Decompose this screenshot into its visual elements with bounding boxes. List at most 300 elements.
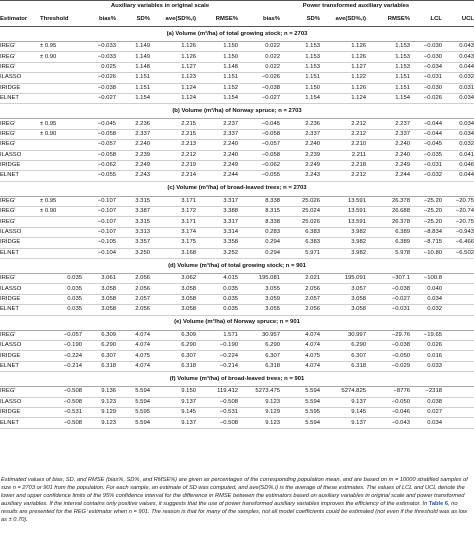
estimator-cell: IREGⁱ xyxy=(0,42,40,52)
table-cell: −0.214 xyxy=(196,361,238,371)
table-cell: 2.249 xyxy=(366,160,410,170)
table-cell: −0.190 xyxy=(196,340,238,350)
table-cell: −0.104 xyxy=(82,248,116,258)
table-cell: 1.153 xyxy=(366,42,410,52)
table-cell: 3.357 xyxy=(116,238,150,248)
table-cell xyxy=(40,160,82,170)
table-cell: 3.315 xyxy=(116,217,150,227)
table-cell: 0.034 xyxy=(410,294,442,304)
section-title: (f) Volume (m³/ha) of broad-leaved trees; n = 901 xyxy=(0,372,474,387)
table-cell: 6.307 xyxy=(238,351,280,361)
table-row xyxy=(0,171,474,181)
table-cell: 9.123 xyxy=(238,418,280,428)
table-row xyxy=(0,330,474,340)
table-cell: 5.594 xyxy=(280,387,320,397)
table-cell: 2.056 xyxy=(116,305,150,315)
table-row xyxy=(0,387,474,397)
table-cell: 2.244 xyxy=(366,171,410,181)
table-cell: 3.057 xyxy=(320,284,366,294)
table-cell xyxy=(442,284,474,294)
table-cell: 3.055 xyxy=(238,284,280,294)
table-row xyxy=(0,340,474,350)
table-cell: 6.389 xyxy=(366,227,410,237)
estimator-cell: IREGⁱ xyxy=(0,119,40,129)
table-cell: 3.982 xyxy=(320,238,366,248)
table-cell: 0.031 xyxy=(442,83,474,93)
table-row xyxy=(0,294,474,304)
table-cell: 1.154 xyxy=(196,93,238,103)
table-cell xyxy=(442,305,474,315)
table-cell: −0.034 xyxy=(410,62,442,72)
table-cell: 2.237 xyxy=(196,119,238,129)
table-row xyxy=(0,418,474,428)
table-cell: 1.124 xyxy=(150,83,196,93)
table-cell: 195.081 xyxy=(238,274,280,284)
table-6-link[interactable]: Table 6 xyxy=(428,500,449,507)
table-cell xyxy=(40,238,82,248)
table-cell: 1.153 xyxy=(366,52,410,62)
table-cell: 3.058 xyxy=(150,294,196,304)
table-cell: 3.314 xyxy=(196,227,238,237)
table-cell: 2.239 xyxy=(116,150,150,160)
table-cell: 2.211 xyxy=(320,150,366,160)
section-header-row xyxy=(0,104,474,119)
table-row xyxy=(0,305,474,315)
table-cell: 1.151 xyxy=(196,73,238,83)
table-cell xyxy=(442,274,474,284)
table-cell: 6.383 xyxy=(280,238,320,248)
table-cell: ± 0.95 xyxy=(40,119,82,129)
table-cell xyxy=(442,407,474,417)
table-cell: 5.594 xyxy=(116,387,150,397)
table-cell: −0.057 xyxy=(40,330,82,340)
estimator-cell: IREGⁱ xyxy=(0,196,40,206)
estimator-cell: ELNET xyxy=(0,93,40,103)
table-cell: 2.337 xyxy=(196,129,238,139)
table-cell: −0.107 xyxy=(82,227,116,237)
table-cell: 6.318 xyxy=(82,361,116,371)
estimator-cell: ILASSO xyxy=(0,397,40,407)
table-cell: −307.1 xyxy=(366,274,410,284)
table-cell: −0.508 xyxy=(40,418,82,428)
estimator-cell: ILASSO xyxy=(0,227,40,237)
section-title: (c) Volume (m³/ha) of broad-leaved trees; n = 2703 xyxy=(0,181,474,196)
estimator-cell: ELNET xyxy=(0,305,40,315)
table-cell: −0.027 xyxy=(82,93,116,103)
table-cell: 0.027 xyxy=(410,407,442,417)
table-cell: 0.035 xyxy=(196,284,238,294)
table-cell: −0.033 xyxy=(82,42,116,52)
table-row xyxy=(0,397,474,407)
table-cell: ± 0.95 xyxy=(40,42,82,52)
table-cell: −0.508 xyxy=(196,397,238,407)
table-cell: 2.056 xyxy=(116,274,150,284)
table-cell: 1.154 xyxy=(366,93,410,103)
estimator-cell: IREGⁱ xyxy=(0,217,40,227)
table-cell: 1.152 xyxy=(196,83,238,93)
table-cell: 1.148 xyxy=(196,62,238,72)
table-cell: 6.290 xyxy=(82,340,116,350)
table-cell: 25.026 xyxy=(280,196,320,206)
estimator-cell: IRIDGE xyxy=(0,238,40,248)
table-cell: −0.031 xyxy=(410,160,442,170)
table-cell: 2.056 xyxy=(116,284,150,294)
table-cell: 1.154 xyxy=(116,93,150,103)
table-cell: −19.65 xyxy=(410,330,442,340)
table-cell: −0.190 xyxy=(40,340,82,350)
table-row xyxy=(0,62,474,72)
table-cell: 6.290 xyxy=(238,340,280,350)
table-cell xyxy=(442,330,474,340)
table-cell: 0.026 xyxy=(410,340,442,350)
table-cell: 2.057 xyxy=(116,294,150,304)
table-cell: −0.058 xyxy=(238,129,280,139)
table-cell: 0.035 xyxy=(40,294,82,304)
table-cell: 3.168 xyxy=(150,248,196,258)
estimator-cell: ILASSO xyxy=(0,284,40,294)
table-cell: 2.210 xyxy=(320,140,366,150)
table-cell: 2.237 xyxy=(366,119,410,129)
table-cell: 3.058 xyxy=(82,305,116,315)
section-title: (d) Volume (m³/ha) of total growing stock; n = 901 xyxy=(0,259,474,274)
table-cell: 9.137 xyxy=(320,397,366,407)
table-cell: 26.688 xyxy=(366,207,410,217)
table-cell: −0.058 xyxy=(82,129,116,139)
estimator-cell: ILASSO xyxy=(0,340,40,350)
column-header: RMSE% xyxy=(366,12,410,27)
table-cell: −0.050 xyxy=(366,397,410,407)
estimator-cell: IREGⁱ xyxy=(0,330,40,340)
table-cell: 4.075 xyxy=(116,351,150,361)
table-cell: −6.466 xyxy=(442,238,474,248)
table-cell: −0.058 xyxy=(238,150,280,160)
section-header-row xyxy=(0,315,474,330)
table-cell: −0.531 xyxy=(196,407,238,417)
table-cell: 1.153 xyxy=(366,62,410,72)
table-cell: 9.145 xyxy=(150,407,196,417)
table-cell: 6.383 xyxy=(280,227,320,237)
table-cell: 3.174 xyxy=(150,227,196,237)
table-row xyxy=(0,238,474,248)
column-header: Estimator xyxy=(0,12,40,27)
table-cell: 1.153 xyxy=(280,62,320,72)
table-cell: 1.150 xyxy=(196,42,238,52)
estimator-cell: IREGⁱ xyxy=(0,62,40,72)
estimator-cell: IRIDGE xyxy=(0,83,40,93)
estimator-cell: IREGⁱ xyxy=(0,129,40,139)
table-cell: 2.244 xyxy=(196,171,238,181)
table-cell: −0.029 xyxy=(366,361,410,371)
table-cell: 26.378 xyxy=(366,217,410,227)
table-cell: 2.337 xyxy=(366,129,410,139)
table-cell: 9.123 xyxy=(82,418,116,428)
table-cell: 3.058 xyxy=(82,294,116,304)
table-cell: 3.317 xyxy=(196,217,238,227)
table-cell xyxy=(442,418,474,428)
estimator-cell: ELNET xyxy=(0,248,40,258)
table-cell: 3.252 xyxy=(196,248,238,258)
table-row xyxy=(0,150,474,160)
table-cell xyxy=(40,150,82,160)
table-cell: 2.337 xyxy=(116,129,150,139)
table-row xyxy=(0,407,474,417)
table-cell: 2.240 xyxy=(366,150,410,160)
table-cell: 2.214 xyxy=(150,171,196,181)
table-cell xyxy=(442,340,474,350)
table-cell: −2318 xyxy=(410,387,442,397)
table-cell: 0.035 xyxy=(40,305,82,315)
table-cell: 6.318 xyxy=(238,361,280,371)
column-header: RMSE% xyxy=(196,12,238,27)
table-cell: 4.074 xyxy=(280,340,320,350)
table-cell: 0.294 xyxy=(238,248,280,258)
table-cell: 0.283 xyxy=(238,227,280,237)
table-cell: 4.074 xyxy=(280,330,320,340)
estimator-cell: IREGⁱ xyxy=(0,274,40,284)
table-cell: −0.038 xyxy=(366,284,410,294)
table-cell: 13.591 xyxy=(320,207,366,217)
table-cell: 9.137 xyxy=(320,418,366,428)
table-row xyxy=(0,83,474,93)
table-cell: 3.062 xyxy=(150,274,196,284)
table-cell: 0.044 xyxy=(442,171,474,181)
table-cell: 5.978 xyxy=(366,248,410,258)
estimator-cell: ELNET xyxy=(0,171,40,181)
group-header-original: Auxiliary variables in original scale xyxy=(110,3,210,9)
table-cell: 2.212 xyxy=(320,129,366,139)
table-cell xyxy=(442,361,474,371)
table-cell: 2.240 xyxy=(116,140,150,150)
table-cell: 2.213 xyxy=(150,140,196,150)
table-cell: 4.074 xyxy=(280,361,320,371)
section-header-row xyxy=(0,372,474,387)
table-cell: 2.218 xyxy=(320,160,366,170)
table-cell: ± 0.90 xyxy=(40,207,82,217)
table-cell: 6.290 xyxy=(150,340,196,350)
table-cell: 2.056 xyxy=(280,284,320,294)
table-cell: 5.594 xyxy=(280,418,320,428)
table-cell: 0.022 xyxy=(238,62,280,72)
table-cell: 5.594 xyxy=(116,397,150,407)
table-cell: −0.943 xyxy=(442,227,474,237)
table-cell: 8.338 xyxy=(238,217,280,227)
table-cell: 1.126 xyxy=(320,42,366,52)
table-cell: −8.834 xyxy=(410,227,442,237)
table-cell: −0.030 xyxy=(410,52,442,62)
table-cell: 2.243 xyxy=(116,171,150,181)
table-cell: −0.044 xyxy=(410,119,442,129)
column-header: SD% xyxy=(116,12,150,27)
table-cell: 2.212 xyxy=(320,119,366,129)
column-header: ave(SD%,i) xyxy=(320,12,366,27)
table-cell: 0.038 xyxy=(410,397,442,407)
table-cell: −6.502 xyxy=(442,248,474,258)
table-cell: 3.061 xyxy=(82,274,116,284)
table-cell: 0.043 xyxy=(442,42,474,52)
table-cell: 25.024 xyxy=(280,207,320,217)
column-header: bias% xyxy=(238,12,280,27)
table-cell: 2.240 xyxy=(196,150,238,160)
table-cell: −0.107 xyxy=(82,217,116,227)
table-cell: −0.057 xyxy=(238,140,280,150)
table-cell: 2.056 xyxy=(280,305,320,315)
table-row xyxy=(0,196,474,206)
table-cell: 3.058 xyxy=(82,284,116,294)
table-cell: 5.594 xyxy=(280,397,320,407)
table-cell: 0.025 xyxy=(82,62,116,72)
table-cell: 1.123 xyxy=(150,73,196,83)
table-cell: −0.044 xyxy=(410,129,442,139)
table-cell: 6.290 xyxy=(320,340,366,350)
table-body xyxy=(0,27,474,429)
table-cell: 6.389 xyxy=(366,238,410,248)
column-header: bias% xyxy=(82,12,116,27)
table-cell xyxy=(40,217,82,227)
table-cell: 3.171 xyxy=(150,196,196,206)
table-row xyxy=(0,361,474,371)
table-cell: −0.026 xyxy=(238,73,280,83)
table-cell xyxy=(40,248,82,258)
table-footnote xyxy=(1,477,473,524)
table-cell: 3.387 xyxy=(116,207,150,217)
table-cell: 2.240 xyxy=(196,140,238,150)
table-cell: 6.307 xyxy=(150,351,196,361)
table-cell: 1.122 xyxy=(320,73,366,83)
table-cell: −0.057 xyxy=(82,140,116,150)
table-cell: 9.145 xyxy=(320,407,366,417)
section-title: (b) Volume (m³/ha) of Norway spruce; n = 2703 xyxy=(0,104,474,119)
table-cell: 3.058 xyxy=(320,305,366,315)
table-cell: −0.043 xyxy=(366,418,410,428)
table-cell: 0.041 xyxy=(442,150,474,160)
table-row xyxy=(0,274,474,284)
column-header: UCL xyxy=(442,12,474,27)
table-cell: −0.508 xyxy=(196,418,238,428)
table-cell: −0.046 xyxy=(366,407,410,417)
table-cell: 5274.825 xyxy=(320,387,366,397)
column-header: SD% xyxy=(280,12,320,27)
table-cell: 3.388 xyxy=(196,207,238,217)
table-cell: ± 0.95 xyxy=(40,196,82,206)
table-cell: 1.151 xyxy=(116,83,150,93)
table-row xyxy=(0,52,474,62)
table-cell: 0.022 xyxy=(238,52,280,62)
table-cell: −0.062 xyxy=(238,160,280,170)
estimator-cell: ELNET xyxy=(0,361,40,371)
table-cell: 1.151 xyxy=(366,73,410,83)
table-cell: 0.034 xyxy=(442,129,474,139)
table-cell xyxy=(40,227,82,237)
table-row xyxy=(0,284,474,294)
table-cell: −0.030 xyxy=(410,42,442,52)
table-cell: −0.033 xyxy=(82,52,116,62)
table-cell: 0.022 xyxy=(238,42,280,52)
table-cell: −0.062 xyxy=(82,160,116,170)
table-cell: −29.76 xyxy=(366,330,410,340)
footnote-text-2: , no results are presented for the REGⁱ estimator when n = 901. The reason is that for many of the samples, not all model coefficients could be estimated (not even if the threshold was as low as ± 0.70). xyxy=(1,500,468,523)
table-cell: 30.957 xyxy=(238,330,280,340)
estimator-cell: IRIDGE xyxy=(0,351,40,361)
table-cell: 30.997 xyxy=(320,330,366,340)
table-cell: 0.035 xyxy=(196,305,238,315)
table-cell: 0.294 xyxy=(238,238,280,248)
table-cell: 0.034 xyxy=(410,418,442,428)
table-cell: 1.151 xyxy=(366,83,410,93)
table-cell: 3.358 xyxy=(196,238,238,248)
table-cell: −0.031 xyxy=(366,305,410,315)
table-cell: 2.337 xyxy=(280,129,320,139)
table-cell: −0.031 xyxy=(410,73,442,83)
table-cell: −0.027 xyxy=(366,294,410,304)
table-cell: 0.034 xyxy=(442,93,474,103)
table-cell: 13.591 xyxy=(320,217,366,227)
table-cell: 1.149 xyxy=(116,52,150,62)
table-cell: 3.175 xyxy=(150,238,196,248)
table-cell: −20.75 xyxy=(442,196,474,206)
table-cell: 0.046 xyxy=(442,160,474,170)
table-cell: 4.074 xyxy=(116,361,150,371)
table-cell: −0.531 xyxy=(40,407,82,417)
table-cell: 6.307 xyxy=(82,351,116,361)
table-cell: 3.172 xyxy=(150,207,196,217)
table-cell: 9.150 xyxy=(150,387,196,397)
table-cell: 3.058 xyxy=(320,294,366,304)
table-cell: 2.212 xyxy=(320,171,366,181)
table-cell: 2.219 xyxy=(150,160,196,170)
table-row xyxy=(0,160,474,170)
table-cell: 4.075 xyxy=(280,351,320,361)
table-cell: 4.015 xyxy=(196,274,238,284)
table-cell: 2.212 xyxy=(150,150,196,160)
estimator-cell: ILASSO xyxy=(0,150,40,160)
table-cell: 2.215 xyxy=(150,129,196,139)
table-cell: −0.045 xyxy=(410,140,442,150)
table-row xyxy=(0,119,474,129)
table-cell: −0.508 xyxy=(40,397,82,407)
table-cell: −0.214 xyxy=(40,361,82,371)
table-cell: 0.035 xyxy=(40,284,82,294)
table-cell: 13.591 xyxy=(320,196,366,206)
table-cell: 3.055 xyxy=(238,305,280,315)
estimator-cell: ILASSO xyxy=(0,73,40,83)
estimator-cell: IREGⁱ xyxy=(0,207,40,217)
table-cell: −8776 xyxy=(366,387,410,397)
table-cell: −100.8 xyxy=(410,274,442,284)
column-header-row xyxy=(0,12,474,27)
table-cell: 1.127 xyxy=(150,62,196,72)
table-cell: −0.107 xyxy=(82,196,116,206)
table-cell: 119.412 xyxy=(196,387,238,397)
table-cell: 9.137 xyxy=(150,418,196,428)
table-cell: 6.309 xyxy=(150,330,196,340)
table-cell: −0.107 xyxy=(82,207,116,217)
section-title: (a) Volume (m³/ha) of total growing stock; n = 2703 xyxy=(0,27,474,42)
table-cell: ± 0.90 xyxy=(40,129,82,139)
table-cell: 9.123 xyxy=(82,397,116,407)
table-cell: 1.148 xyxy=(116,62,150,72)
estimator-cell: IREGⁱ xyxy=(0,140,40,150)
table-cell: 1.571 xyxy=(196,330,238,340)
table-cell: 5.971 xyxy=(280,248,320,258)
table-row xyxy=(0,42,474,52)
table-cell: 2.215 xyxy=(150,119,196,129)
table-cell: −0.050 xyxy=(366,351,410,361)
table-cell: 9.129 xyxy=(82,407,116,417)
table-cell: 0.032 xyxy=(410,305,442,315)
table-cell: 9.137 xyxy=(150,397,196,407)
table-cell: −0.026 xyxy=(410,93,442,103)
table-cell: 3.315 xyxy=(116,196,150,206)
